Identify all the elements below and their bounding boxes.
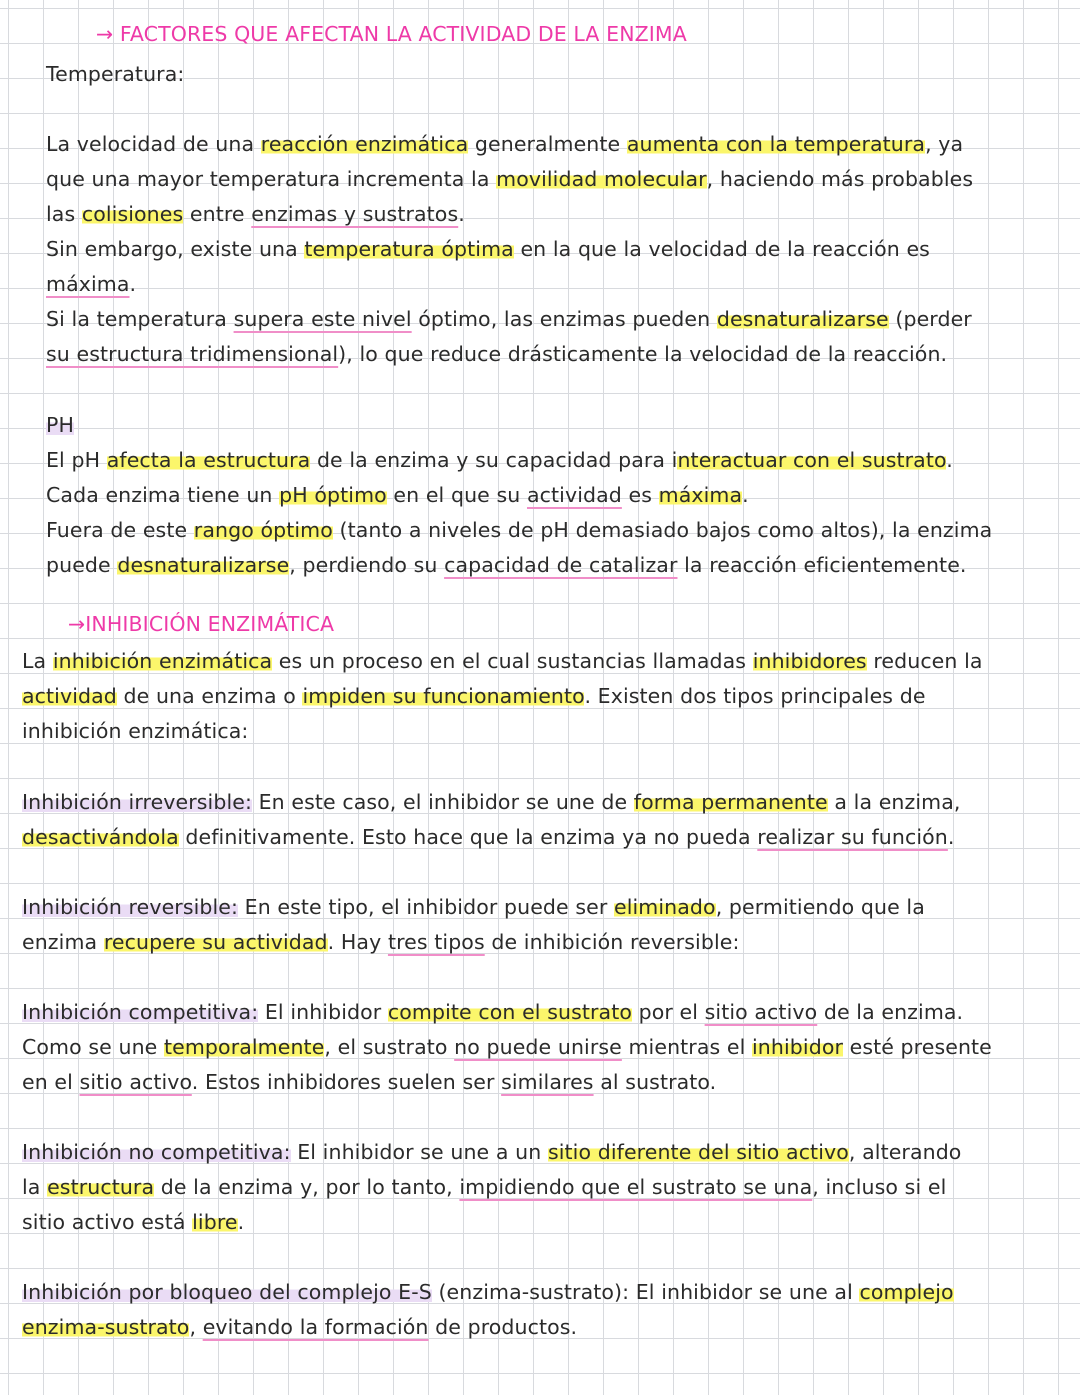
text-line: Cada enzima tiene un pH óptimo en el que su actividad es máxima.: [46, 483, 749, 507]
text-line: Inhibición irreversible: En este caso, el inhibidor se une de forma permanente a la enzima,: [22, 790, 961, 814]
text-line: en el sitio activo. Estos inhibidores suelen ser similares al sustrato.: [22, 1070, 717, 1094]
temperatura-title: Temperatura:: [46, 62, 185, 86]
text-line: que una mayor temperatura incrementa la movilidad molecular, haciendo más probables: [46, 167, 974, 191]
text-line: Sin embargo, existe una temperatura óptima en la que la velocidad de la reacción es: [46, 237, 930, 261]
text-line: inhibición enzimática:: [22, 719, 249, 743]
inhibicion-reversible: [22, 890, 925, 960]
text-line: sitio activo está libre.: [22, 1210, 245, 1234]
text-line: las colisiones entre enzimas y sustratos.: [46, 202, 465, 226]
text-line: máxima.: [46, 272, 137, 296]
text-line: enzima-sustrato, evitando la formación de productos.: [22, 1315, 578, 1339]
text-line: actividad de una enzima o impiden su funcionamiento. Existen dos tipos principales de: [22, 684, 926, 708]
text-line: Inhibición por bloqueo del complejo E-S (enzima-sustrato): El inhibidor se une al complejo: [22, 1280, 954, 1304]
text-line: Si la temperatura supera este nivel óptimo, las enzimas pueden desnaturalizarse (perder: [46, 307, 972, 331]
section-heading-factores: → FACTORES QUE AFECTAN LA ACTIVIDAD DE LA ENZIMA: [96, 22, 687, 46]
text-line: puede desnaturalizarse, perdiendo su capacidad de catalizar la reacción eficientemente.: [46, 553, 967, 577]
inhibicion-no-competitiva: [22, 1135, 961, 1240]
text-line: La velocidad de una reacción enzimática generalmente aumenta con la temperatura, ya: [46, 132, 964, 156]
ph-title: PH: [46, 413, 74, 437]
text-line: El pH afecta la estructura de la enzima y su capacidad para interactuar con el sustrato.: [46, 448, 953, 472]
text-line: Fuera de este rango óptimo (tanto a niveles de pH demasiado bajos como altos), la enzima: [46, 518, 993, 542]
text-line: su estructura tridimensional), lo que reduce drásticamente la velocidad de la reacción.: [46, 342, 948, 366]
inhibicion-bloqueo: [22, 1275, 954, 1345]
ph-paragraph: [46, 443, 992, 583]
text-line: la estructura de la enzima y, por lo tanto, impidiendo que el sustrato se una, incluso si el: [22, 1175, 947, 1199]
inhibicion-irreversible: [22, 785, 961, 855]
text-line: Como se une temporalmente, el sustrato no puede unirse mientras el inhibidor esté presente: [22, 1035, 992, 1059]
text-line: enzima recupere su actividad. Hay tres tipos de inhibición reversible:: [22, 930, 740, 954]
text-line: La inhibición enzimática es un proceso en el cual sustancias llamadas inhibidores reducen la: [22, 649, 983, 673]
text-line: Inhibición no competitiva: El inhibidor se une a un sitio diferente del sitio activo, alterando: [22, 1140, 962, 1164]
text-line: desactivándola definitivamente. Esto hace que la enzima ya no pueda realizar su función.: [22, 825, 955, 849]
text-line: Inhibición competitiva: El inhibidor compite con el sustrato por el sitio activo de la enzima.: [22, 1000, 964, 1024]
temperatura-paragraph: [46, 127, 973, 372]
text-line: Inhibición reversible: En este tipo, el inhibidor puede ser eliminado, permitiendo que la: [22, 895, 925, 919]
inhibicion-intro: [22, 644, 983, 749]
inhibicion-competitiva: [22, 995, 992, 1100]
section-heading-inhibicion: →INHIBICIÓN ENZIMÁTICA: [68, 612, 335, 636]
